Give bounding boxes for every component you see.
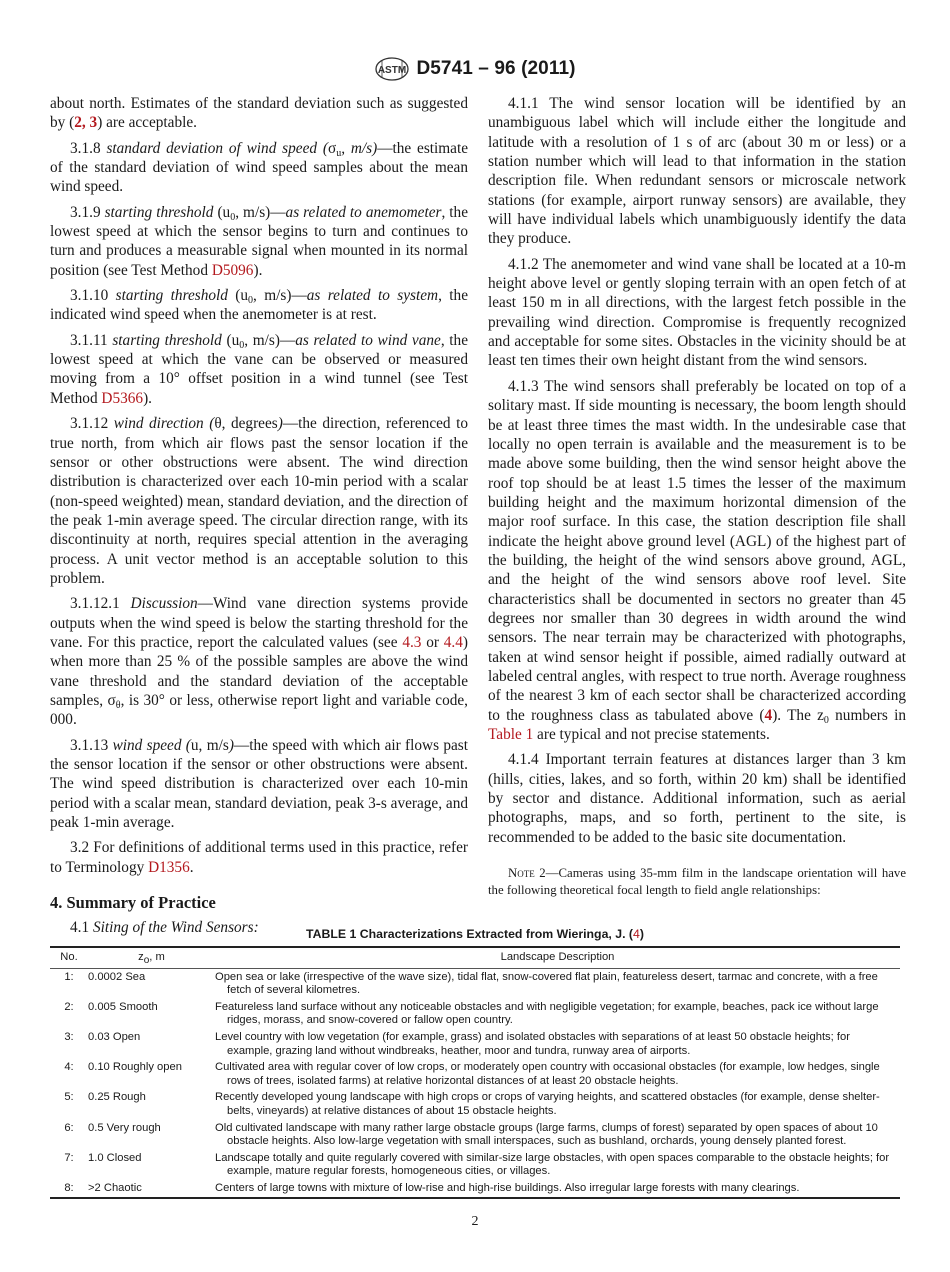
row-no: 1: [64,970,74,983]
section-link-4-4[interactable]: 4.4 [443,633,463,651]
table-row [50,999,900,1029]
table-row [50,1150,900,1180]
row-description: Open sea or lake (irrespective of the wave size), tidal flat, snow-covered flat plain, featureless desert, tarmac and concrete, with a free fetch of several kilometres. [215,970,878,997]
row-z0: 0.0002 Sea [88,970,146,983]
reference-link-3[interactable]: 3 [89,114,98,132]
row-no: 5: [64,1091,74,1104]
left-column [50,94,468,944]
section-link-4-3[interactable]: 4.3 [402,633,422,651]
page-header [0,56,950,87]
terminology-link-d1356[interactable]: D1356 [148,858,190,876]
table-row [50,1180,900,1198]
row-description: Landscape totally and quite regularly covered with similar-size large obstacles, with open spaces comparable to the obstacle heights; for example, mature regular forests, homogeneous cities, or villages. [215,1151,890,1178]
paragraph-4-1: 4.1 Siting of the Wind Sensors: [70,919,259,937]
definition-3-1-10: 3.1.10 starting threshold ($u_0$, m/s)—as related to system, the indicated wind speed when the anemometer is at rest. [50,287,468,324]
definition-3-1-11: 3.1.11 starting threshold ($u_0$, m/s)—as related to wind vane, the lowest speed at which the vane can be observed or measured moving from a 10° offset position in a wind tunnel (see Test Method D5366). [50,331,468,407]
header-landscape-description: Landscape Description [500,951,615,963]
row-z0: 0.25 Rough [88,1091,146,1104]
row-description: Featureless land surface without any noticeable obstacles and with negligible vegetation; for example, beaches, pack ice without large ridges, morass, and snow-covered or fallow open country. [215,1000,879,1027]
row-z0: >2 Chaotic [88,1181,142,1194]
discussion-3-1-12-1: 3.1.12.1 Discussion—Wind vane direction systems provide outputs when the wind speed is below the starting threshold for the vane. For this practice, report the calculated values (see 4.3 or 4.4) when more than 25 % of the possible samples are above the wind vane threshold and the standard deviation of the acceptable samples, $\sigma_\theta$, is 30° or less, otherwise report light and variable code, 000. [50,595,468,729]
page-number: 2 [471,1214,479,1229]
paragraph-continuation: about north. Estimates of the standard deviation such as suggested by (2, 3) are acceptable. [50,95,468,132]
row-z0: 0.10 Roughly open [88,1061,182,1074]
header-z0: $z_o$, m [138,951,165,966]
row-description: Centers of large towns with mixture of low-rise and high-rise buildings. Also irregular large forests with many clearings. [215,1181,800,1194]
table-row [50,968,900,999]
table-row [50,1089,900,1119]
row-description: Cultivated area with regular cover of low crops, or moderately open country with occasional obstacles (for example, low hedges, single rows of trees, isolated farms) at relative horizontal distances of at least 20 obstacle heights. [215,1061,880,1087]
definition-3-1-12: 3.1.12 wind direction (θ, degrees)—the direction, referenced to true north, from which air flows past the sensor location if the sensor or other obstructions were absent. The wind direction distribution is characterized over each 10-min period with a scalar (non-speed weighted) mean, standard deviation, and the direction of the peak 1-min average speed. The circular direction range, with its discontinuity at north, requires special attention in the averaging process. A unit vector method is an acceptable solution to this problem. [50,415,468,587]
table-1-link[interactable]: Table 1 [488,726,534,743]
table-row [50,1059,900,1089]
row-description: Level country with low vegetation (for example, grass) and isolated obstacles with separations of at least 50 obstacle heights; for example, grazing land without windbreaks, heather, moor and tundra, runway area of airports. [215,1030,850,1057]
right-column [488,94,906,904]
row-no: 7: [64,1151,74,1164]
reference-link-2[interactable]: 2 [74,114,82,132]
test-method-link-d5366[interactable]: D5366 [101,389,144,407]
table-row [50,1029,900,1059]
section-heading: 4. Summary of Practice [50,893,216,913]
row-no: 8: [64,1181,74,1194]
roughness-table [50,946,900,1199]
row-no: 6: [64,1121,74,1134]
note-2: Note 2—Cameras using 35-mm film in the landscape orientation will have the following theoretical focal length to field angle relationships: [488,866,907,897]
row-no: 3: [64,1030,74,1043]
svg-text:ASTM: ASTM [378,65,407,76]
table-row [50,1120,900,1150]
header-no: No. [60,951,78,963]
table-reference-link-4[interactable]: 4 [633,927,640,941]
paragraph-4-1-3: 4.1.3 The wind sensors shall preferably be located on top of a solitary mast. If side mounting is necessary, the boom length should be at least three times the mast width. In the undesirable case that locally no open terrain is available and the measurement is to be made above some building, then the wind sensor height above the roof top should be at least 1.5 times the lesser of the maximum building height and the maximum horizontal dimension of the major roof surface. In this case, the station description file shall indicate the height above ground level (AGL) of the highest part of the building, the height of the wind sensors above ground, AGL, and the height of the wind sensors above roof level. Site characteristics shall be documented in sectors no greater than 45 degrees nor smaller than 30 degrees in width around the wind sensors. The near terrain may be characterized with photographs, taken at wind sensor height if possible, aimed radially outward at labeled central angles, with respect to true north. Average roughness of the nearest 3 km of each sector shall be characterized according to the roughness class as tabulated above (4). The $z_0$ numbers in Table 1 are typical and not precise statements. [488,377,906,743]
row-z0: 0.5 Very rough [88,1121,161,1134]
paragraph-4-1-1: 4.1.1 The wind sensor location will be identified by an unambiguous label which will include either the longitude and latitude with a resolution of 1 s of arc (about 30 m or less) or a station number which will lead to that information in the station description file. When redundant sensors or microscale network stations (for example, airport runway sensors) are available, they will have individual labels which unambiguously identify the data they produce. [488,95,906,248]
row-description: Old cultivated landscape with many rather large obstacle groups (large farms, clumps of forest) separated by open spaces of about 10 obstacle heights. Also low-large vegetation with small interspaces, such as bushland, orchards, young densely planted forest. [215,1121,878,1148]
definition-3-1-9: 3.1.9 starting threshold ($u_0$, m/s)—as related to anemometer, the lowest speed at which the sensor begins to turn and continues to turn and produces a measurable signal when mounted in its normal position (see Test Method D5096). [50,203,468,279]
paragraph-4-1-2: 4.1.2 The anemometer and wind vane shall be located at a 10-m height above level or gently sloping terrain with an open fetch of at least 150 m in all directions, with the largest fetch possible in the prevailing wind direction. Compromise is frequently recognized and acceptable for some sites. Obstacles in the vicinity should be at least ten times their own height distant from the wind sensors. [488,255,906,370]
reference-link-4[interactable]: 4 [764,706,773,724]
astm-logo-icon [374,56,410,82]
test-method-link-d5096[interactable]: D5096 [211,261,254,279]
row-z0: 1.0 Closed [88,1151,142,1164]
row-no: 4: [64,1061,74,1074]
definition-3-1-13: 3.1.13 wind speed (u, m/s)—the speed with which air flows past the sensor location if the sensor or other obstructions were absent. The wind speed distribution is characterized over each 10-min period with a scalar mean, standard deviation, peak 3-s average, and peak 1-min average. [50,736,469,832]
definition-3-1-8: 3.1.8 standard deviation of wind speed ($\sigma_u$, m/s)—the estimate of the standard deviation of wind speed samples about the mean wind speed. [50,139,469,196]
table-header-row [50,947,900,968]
row-description: Recently developed young landscape with high crops or crops of varying heights, and scattered obstacles (for example, dense shelter-belts, vineyards) at relative distances of about 15 obstacle heights. [215,1091,880,1117]
row-z0: 0.03 Open [88,1030,141,1043]
row-no: 2: [64,1000,74,1013]
row-z0: 0.005 Smooth [88,1000,158,1013]
paragraph-4-1-4: 4.1.4 Important terrain features at distances larger than 3 km (hills, cities, lakes, and so forth, within 20 km) shall be identified by sector and distance. Additional information, such as aerial photographs, maps, and so forth, pertinent to the site, is recommended to be added to the basic site documentation. [488,751,906,846]
paragraph-3-2: 3.2 For definitions of additional terms used in this practice, refer to Terminology D1356. [50,839,468,876]
document-id: D5741 – 96 (2011) [416,58,576,79]
table-title: TABLE 1 Characterizations Extracted from Wieringa, J. (4) [306,927,644,941]
